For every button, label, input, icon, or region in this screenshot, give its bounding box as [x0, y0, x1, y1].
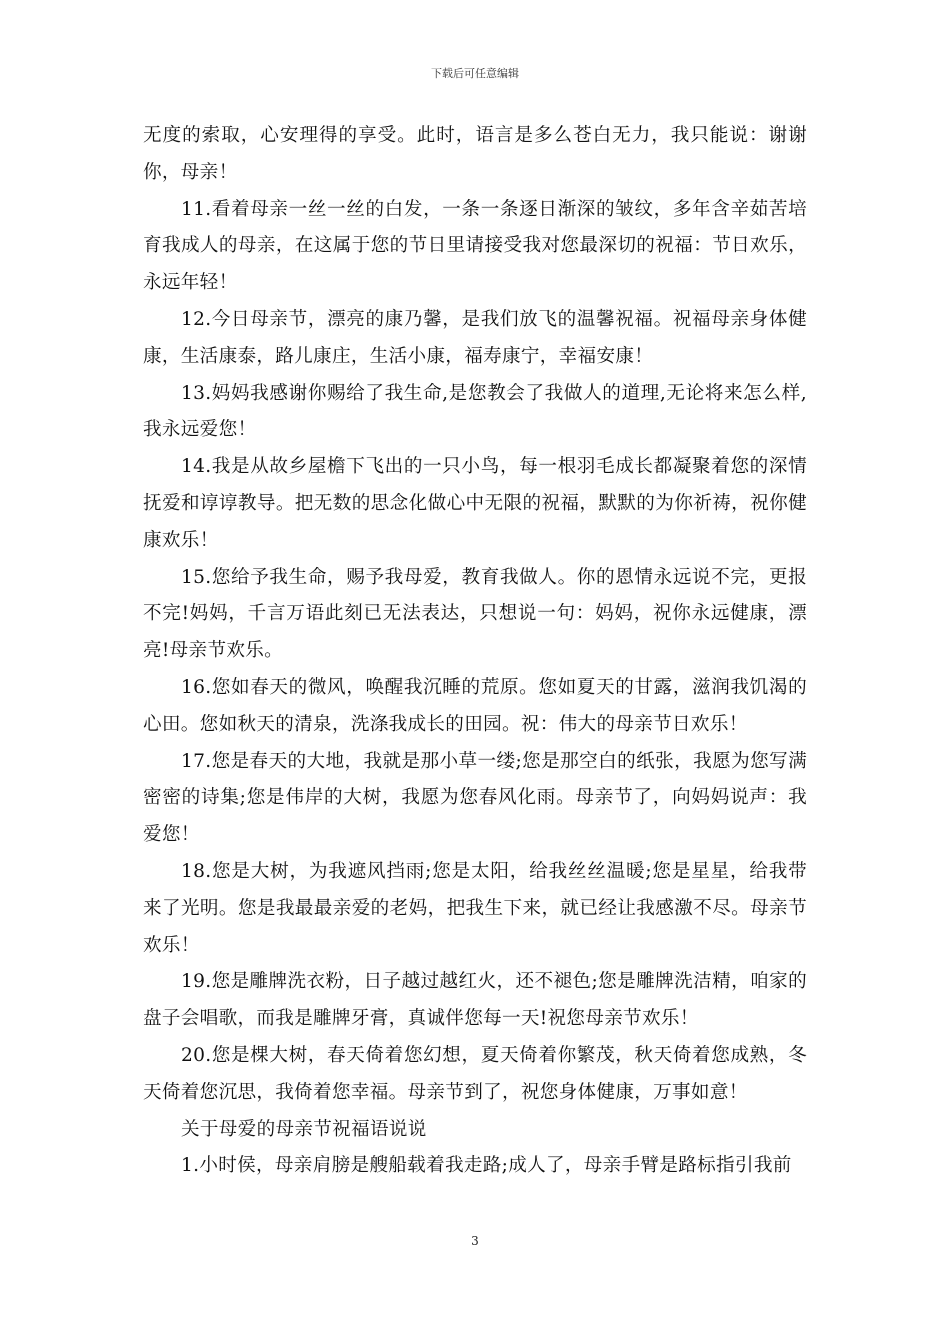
paragraph-item-14: 14.我是从故乡屋檐下飞出的一只小鸟，每一根羽毛成长都凝聚着您的深情抚爱和谆谆教导。把无数的思念化做心中无限的祝福，默默的为你祈祷，祝你健康欢乐！	[143, 456, 807, 551]
paragraph-item-12: 12.今日母亲节，漂亮的康乃馨，是我们放飞的温馨祝福。祝福母亲身体健康，生活康泰，路儿康庄，生活小康，福寿康宁，幸福安康！	[143, 308, 807, 367]
page-number: 3	[471, 1234, 479, 1248]
paragraph-item-1: 1.小时侯，母亲肩膀是艘船载着我走路;成人了，母亲手臂是路标指引我前	[181, 1155, 792, 1177]
paragraph-item-18: 18.您是大树，为我遮风挡雨;您是太阳，给我丝丝温暖;您是星星，给我带来了光明。您是我最最亲爱的老妈，把我生下来，就已经让我感激不尽。母亲节欢乐！	[143, 860, 807, 956]
document-body	[143, 118, 807, 1185]
paragraph-item-15: 15.您给予我生命，赐予我母爱，教育我做人。你的恩情永远说不完，更报不完!妈妈，千言万语此刻已无法表达，只想说一句：妈妈，祝你永远健康，漂亮!母亲节欢乐。	[143, 566, 807, 662]
paragraph-item-11: 11.看着母亲一丝一丝的白发，一条一条逐日渐深的皱纹，多年含辛茹苦培育我成人的母亲，在这属于您的节日里请接受我对您最深切的祝福：节日欢乐，永远年轻！	[143, 198, 807, 294]
paragraph-item-19: 19.您是雕牌洗衣粉，日子越过越红火，还不褪色;您是雕牌洗洁精，咱家的盘子会唱歌，而我是雕牌牙膏，真诚伴您每一天!祝您母亲节欢乐！	[143, 971, 807, 1030]
section-heading: 关于母爱的母亲节祝福语说说	[181, 1118, 427, 1140]
page-header: 下载后可任意编辑	[431, 67, 519, 80]
paragraph-item-13: 13.妈妈我感谢你赐给了我生命,是您教会了我做人的道理,无论将来怎么样,我永远爱您！	[143, 382, 807, 441]
paragraph-item-17: 17.您是春天的大地，我就是那小草一缕;您是那空白的纸张，我愿为您写满密密的诗集;您是伟岸的大树，我愿为您春风化雨。母亲节了，向妈妈说声：我爱您！	[143, 750, 807, 846]
paragraph-item-20: 20.您是棵大树，春天倚着您幻想，夏天倚着你繁茂，秋天倚着您成熟，冬天倚着您沉思，我倚着您幸福。母亲节到了，祝您身体健康，万事如意！	[143, 1044, 807, 1103]
paragraph-continuation: 无度的索取，心安理得的享受。此时，语言是多么苍白无力，我只能说：谢谢你，母亲！	[143, 125, 807, 183]
paragraph-item-16: 16.您如春天的微风，唤醒我沉睡的荒原。您如夏天的甘露，滋润我饥渴的心田。您如秋天的清泉，洗涤我成长的田园。祝：伟大的母亲节日欢乐！	[143, 676, 807, 735]
